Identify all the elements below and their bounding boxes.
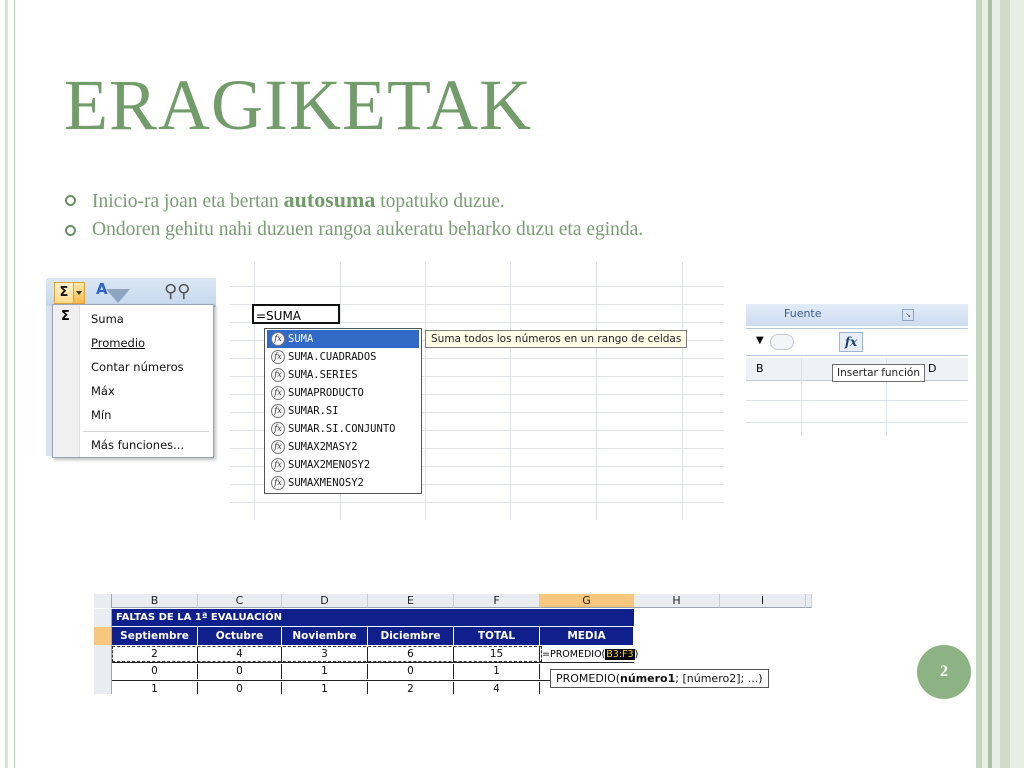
table-cell[interactable]: 1 [454,664,540,679]
function-autocomplete-list [264,328,422,494]
insert-function-button[interactable]: fx [839,332,863,352]
header-total: TOTAL [454,627,540,645]
table-cell[interactable]: 1 [282,682,368,694]
bullet-list [62,185,643,245]
table-cell[interactable]: 4 [198,647,282,662]
function-icon: fx [271,422,285,436]
column-header-d[interactable]: D [928,362,937,375]
table-cell[interactable]: 0 [198,682,282,694]
corner-cell [94,594,112,608]
autosum-button[interactable]: Σ [54,282,74,304]
autocomplete-item[interactable]: fx SUMA.SERIES [267,366,419,384]
column-header-b[interactable]: B [756,362,764,375]
formula-bar [746,328,968,356]
slide-title: ERAGIKETAK [64,65,533,145]
table-cell[interactable]: 0 [368,664,454,679]
autocomplete-item[interactable]: fx SUMAPRODUCTO [267,384,419,402]
autocomplete-item[interactable]: fx SUMAR.SI [267,402,419,420]
column-header-f[interactable]: F [454,594,540,608]
column-header-b[interactable]: B [112,594,198,608]
column-header-d[interactable]: D [282,594,368,608]
binoculars-icon[interactable]: ⚲⚲ [164,281,191,302]
function-icon: fx [271,386,285,400]
table-cell[interactable]: 15 [454,647,540,662]
row-header[interactable] [94,645,112,694]
column-header-c[interactable]: C [198,594,282,608]
formula-cell[interactable]: =PROMEDIO(B3:F3) [542,649,639,660]
promedio-spreadsheet-screenshot [94,594,812,694]
autocomplete-item[interactable]: fx SUMAXMENOSY2 [267,474,419,492]
table-cell[interactable]: 1 [282,664,368,679]
ribbon-group-label: Fuente [784,307,822,320]
header-noviembre: Noviembre [282,627,368,645]
column-header-h[interactable]: H [634,594,720,608]
selected-range-marquee [112,646,542,662]
menu-item-min[interactable]: Mín [91,408,112,422]
menu-separator [83,431,209,432]
table-cell[interactable]: 4 [454,682,540,694]
chevron-down-icon[interactable]: ▼ [756,335,764,346]
header-media: MEDIA [540,627,634,645]
dialog-launcher-icon[interactable]: ↘ [902,309,914,321]
function-icon: fx [271,458,285,472]
autocomplete-item-suma[interactable]: fx SUMA [267,330,419,348]
chevron-down-icon[interactable] [73,282,85,304]
insert-function-tooltip: Insertar función [832,364,925,382]
autocomplete-item[interactable]: fx SUMAX2MASY2 [267,438,419,456]
row-header[interactable] [94,627,112,645]
function-tooltip: Suma todos los números en un rango de celdas [425,330,687,348]
function-icon: fx [271,404,285,418]
autocomplete-item[interactable]: fx SUMA.CUADRADOS [267,348,419,366]
autocomplete-item[interactable]: fx SUMAX2MENOSY2 [267,456,419,474]
table-cell[interactable]: 0 [198,664,282,679]
table-cell[interactable]: 6 [368,647,454,662]
menu-item-contar-numeros[interactable]: Contar números [91,360,184,374]
bullet-item-2: Ondoren gehitu nahi duzuen rangoa aukeratu beharko duzu eta eginda. [62,215,643,245]
menu-item-suma[interactable]: Suma [91,312,124,326]
column-header-e[interactable]: E [368,594,454,608]
page-number-badge: 2 [917,645,971,699]
bullet-dot-icon [65,225,76,236]
left-frame-border [0,0,15,768]
menu-item-promedio[interactable]: Promedio [91,336,146,350]
insert-function-screenshot [746,304,968,436]
sigma-icon: Σ [61,309,70,324]
function-icon: fx [271,368,285,382]
autosuma-keyword: autosuma [283,187,376,212]
column-header-i[interactable]: I [720,594,806,608]
autocomplete-item[interactable]: fx SUMAR.SI.CONJUNTO [267,420,419,438]
function-argument-tooltip: PROMEDIO(número1; [número2]; ...) [550,669,769,688]
table-cell[interactable]: 2 [368,682,454,694]
table-cell[interactable]: 1 [112,682,198,694]
sort-filter-icon[interactable]: A [96,280,130,304]
row-header[interactable] [94,609,112,627]
menu-item-max[interactable]: Máx [91,384,115,398]
menu-gutter [53,305,80,457]
table-cell[interactable]: 2 [112,647,198,662]
autocomplete-screenshot [230,262,724,520]
column-header-g[interactable]: G [540,594,634,608]
autosum-menu-screenshot [46,278,216,458]
ribbon-group [746,304,968,326]
menu-item-mas-funciones[interactable]: Más funciones... [91,438,185,452]
column-header-partial [806,594,812,608]
right-frame-border [976,0,1024,768]
active-cell-input[interactable]: =SUMA [252,304,340,324]
function-icon: fx [271,332,285,346]
ribbon-strip [46,278,216,307]
range-reference: B3:F3 [606,649,634,660]
header-septiembre: Septiembre [112,627,198,645]
table-cell[interactable]: 3 [282,647,368,662]
function-icon: fx [271,350,285,364]
header-diciembre: Diciembre [368,627,454,645]
table-title: FALTAS DE LA 1ª EVALUACIÓN [112,609,634,626]
name-box-control[interactable] [770,334,794,350]
header-octubre: Octubre [198,627,282,645]
function-icon: fx [271,440,285,454]
bullet-dot-icon [65,195,76,206]
table-cell[interactable]: 0 [112,664,198,679]
function-icon: fx [271,476,285,490]
bullet-item-1: Inicio-ra joan eta bertan autosuma topatuko duzue. [62,185,643,215]
autosum-dropdown-menu [52,304,214,458]
